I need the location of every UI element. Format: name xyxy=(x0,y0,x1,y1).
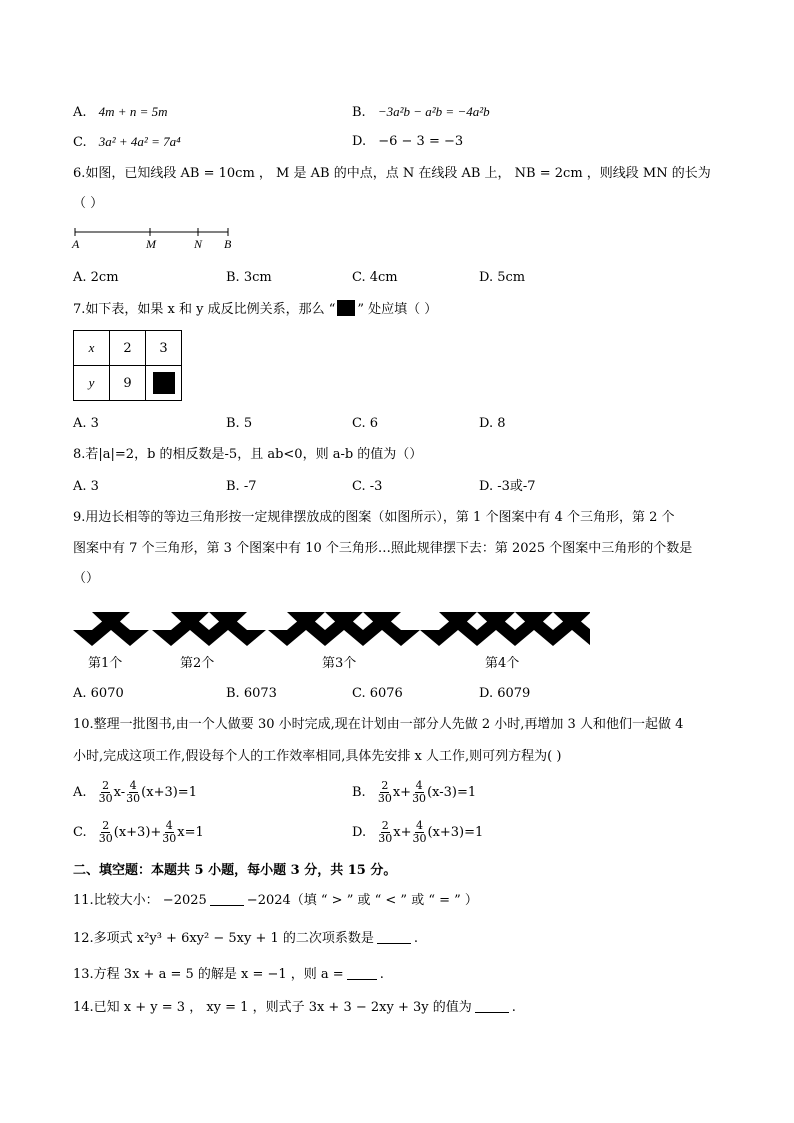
q8-option-a: A. 3 xyxy=(73,479,99,494)
numerator: 4 xyxy=(415,819,423,832)
q9-stem-line2: 图案中有 7 个三角形，第 3 个图案中有 10 个三角形…照此规律摆下去：第 2025 个图案中三角形的个数是 xyxy=(73,541,693,556)
q6-option-a: A. 2cm xyxy=(73,270,119,285)
q7-table xyxy=(73,330,182,401)
option-label: B. xyxy=(352,785,366,800)
answer-blank[interactable] xyxy=(475,1000,509,1013)
point-b-label: B xyxy=(224,237,232,251)
q5-option-d xyxy=(352,133,463,151)
option-text: x=1 xyxy=(177,825,204,840)
option-label: A. xyxy=(73,785,87,800)
denominator: 30 xyxy=(377,792,392,805)
q5-option-a xyxy=(73,103,168,122)
q10-stem-line2: 小时,完成这项工作,假设每个人的工作效率相同,具体先安排 x 人工作,则可列方程为( ) xyxy=(73,749,562,764)
answer-blank[interactable] xyxy=(377,931,411,944)
numerator: 4 xyxy=(129,779,137,792)
triangle-mark xyxy=(344,630,382,646)
option-text: −6 − 3 = −3 xyxy=(378,134,464,149)
q9-option-c: C. 6076 xyxy=(352,686,403,701)
q6-option-d: D. 5cm xyxy=(479,270,526,285)
q7-option-a: A. 3 xyxy=(73,416,99,431)
option-label: C. xyxy=(73,135,87,150)
fraction xyxy=(162,820,176,845)
point-n-label: N xyxy=(194,237,203,251)
point-a-label: A xyxy=(72,237,80,251)
option-text: x+ xyxy=(392,785,412,800)
table-cell: y xyxy=(74,366,110,401)
option-text: (x+3)=1 xyxy=(427,825,484,840)
q11-post: −2024（填 “ > ” 或 “ < ” 或 “ = ” ） xyxy=(246,893,478,908)
denominator: 30 xyxy=(162,832,177,845)
answer-blank[interactable] xyxy=(210,893,244,906)
black-square-icon xyxy=(153,372,175,394)
option-text: (x+3)=1 xyxy=(141,785,197,800)
triangle-mark xyxy=(382,630,420,646)
option-text: (x-3)=1 xyxy=(427,785,477,800)
q7-stem xyxy=(73,300,437,319)
triangle-mark xyxy=(268,630,306,646)
triangle-mark xyxy=(534,630,572,646)
denominator: 30 xyxy=(378,832,393,845)
q14 xyxy=(73,999,516,1017)
q9-option-d: D. 6079 xyxy=(479,686,531,701)
segment-diagram xyxy=(70,226,240,252)
point-m-label: M xyxy=(146,237,156,251)
q8-option-b: B. -7 xyxy=(226,479,257,494)
table-cell: 3 xyxy=(146,331,182,366)
figure-label-2: 第2个 xyxy=(180,656,215,671)
black-square-icon xyxy=(337,300,355,316)
table-cell: x xyxy=(74,331,110,366)
option-label: D. xyxy=(352,825,367,840)
section-heading: 二、填空题：本题共 5 小题，每小题 3 分，共 15 分。 xyxy=(73,863,397,878)
q7-stem-post: ” 处应填（ ） xyxy=(357,302,438,317)
q13-post: . xyxy=(379,967,384,982)
q13-pre: 13.方程 3x + a = 5 的解是 x = −1 ，则 a = xyxy=(73,967,344,982)
triangle-pattern-figure xyxy=(70,598,590,650)
denominator: 30 xyxy=(98,832,113,845)
table-cell: 9 xyxy=(110,366,146,401)
q8-option-c: C. -3 xyxy=(352,479,383,494)
triangle-mark xyxy=(458,630,496,646)
q7-option-c: C. 6 xyxy=(352,416,379,431)
figure-label-4: 第4个 xyxy=(485,656,520,671)
option-text: −3a²b − a²b = −4a²b xyxy=(377,104,490,119)
q14-pre: 14.已知 x + y = 3 ， xy = 1 ，则式子 3x + 3 − 2xy + 3y 的值为 xyxy=(73,1000,472,1015)
q12-pre: 12.多项式 x²y³ + 6xy² − 5xy + 1 的二次项系数是 xyxy=(73,931,374,946)
q9-stem-line3: （） xyxy=(73,571,100,586)
numerator: 4 xyxy=(415,779,423,792)
triangle-mark xyxy=(306,630,344,646)
q7-stem-pre: 7.如下表，如果 x 和 y 成反比例关系，那么 “ xyxy=(73,302,336,317)
denominator: 30 xyxy=(126,792,141,805)
triangle-mark xyxy=(152,630,190,646)
q6-paren: （ ） xyxy=(73,196,104,211)
figure-label-3: 第3个 xyxy=(322,656,357,671)
numerator: 4 xyxy=(165,819,173,832)
fraction xyxy=(378,780,392,805)
q5-option-b xyxy=(352,103,490,122)
q8-option-d: D. -3或-7 xyxy=(479,479,536,494)
q10-option-a xyxy=(73,776,197,810)
denominator: 30 xyxy=(412,792,427,805)
denominator: 30 xyxy=(412,832,427,845)
triangle-mark xyxy=(73,630,111,646)
q7-option-b: B. 5 xyxy=(226,416,253,431)
fraction xyxy=(99,780,113,805)
q6-option-c: C. 4cm xyxy=(352,270,398,285)
option-text: x- xyxy=(113,785,126,800)
q8-stem: 8.若|a|=2，b 的相反数是-5，且 ab<0，则 a-b 的值为（） xyxy=(73,447,423,462)
option-label: B. xyxy=(352,105,366,120)
numerator: 2 xyxy=(381,779,389,792)
q7-option-d: D. 8 xyxy=(479,416,506,431)
figure-label-1: 第1个 xyxy=(88,656,123,671)
q14-post: . xyxy=(511,1000,516,1015)
q12-post: . xyxy=(413,931,419,946)
q9-option-b: B. 6073 xyxy=(226,686,277,701)
triangle-mark xyxy=(190,630,228,646)
answer-blank[interactable] xyxy=(347,967,377,980)
triangle-mark xyxy=(228,630,266,646)
option-text: 3a² + 4a² = 7a⁴ xyxy=(98,134,181,149)
fraction xyxy=(412,820,426,845)
q6-option-b: B. 3cm xyxy=(226,270,272,285)
numerator: 2 xyxy=(102,779,110,792)
option-text: x+ xyxy=(393,825,412,840)
numerator: 2 xyxy=(381,819,389,832)
q11 xyxy=(73,892,478,910)
table-cell: 2 xyxy=(110,331,146,366)
q11-pre: 11.比较大小： −2025 xyxy=(73,893,207,908)
q10-stem-line1: 10.整理一批图书,由一个人做要 30 小时完成,现在计划由一部分人先做 2 小时,再增加 3 人和他们一起做 4 xyxy=(73,717,684,732)
q10-option-c xyxy=(73,816,204,850)
fraction xyxy=(126,780,140,805)
triangle-mark xyxy=(572,630,590,646)
option-label: A. xyxy=(73,105,87,120)
fraction xyxy=(99,820,113,845)
q13 xyxy=(73,966,384,984)
option-text: 4m + n = 5m xyxy=(98,104,168,119)
triangle-mark xyxy=(496,630,534,646)
q9-option-a: A. 6070 xyxy=(73,686,124,701)
q10-option-b xyxy=(352,776,476,810)
triangle-mark xyxy=(111,630,149,646)
numerator: 2 xyxy=(102,819,110,832)
fraction xyxy=(378,820,392,845)
denominator: 30 xyxy=(98,792,113,805)
option-label: D. xyxy=(352,134,367,149)
q10-option-d xyxy=(352,816,483,850)
option-label: C. xyxy=(73,825,87,840)
q6-stem: 6.如图，已知线段 AB = 10cm ， M 是 AB 的中点，点 N 在线段 AB 上， NB = 2cm ，则线段 MN 的长为 xyxy=(73,166,711,181)
table-cell-blank xyxy=(146,366,182,401)
fraction xyxy=(412,780,426,805)
option-text: (x+3)+ xyxy=(113,825,162,840)
q9-stem-line1: 9.用边长相等的等边三角形按一定规律摆放成的图案（如图所示），第 1 个图案中有 4 个三角形，第 2 个 xyxy=(73,510,675,525)
q12 xyxy=(73,930,418,948)
triangle-mark xyxy=(420,630,458,646)
q5-option-c xyxy=(73,133,181,152)
